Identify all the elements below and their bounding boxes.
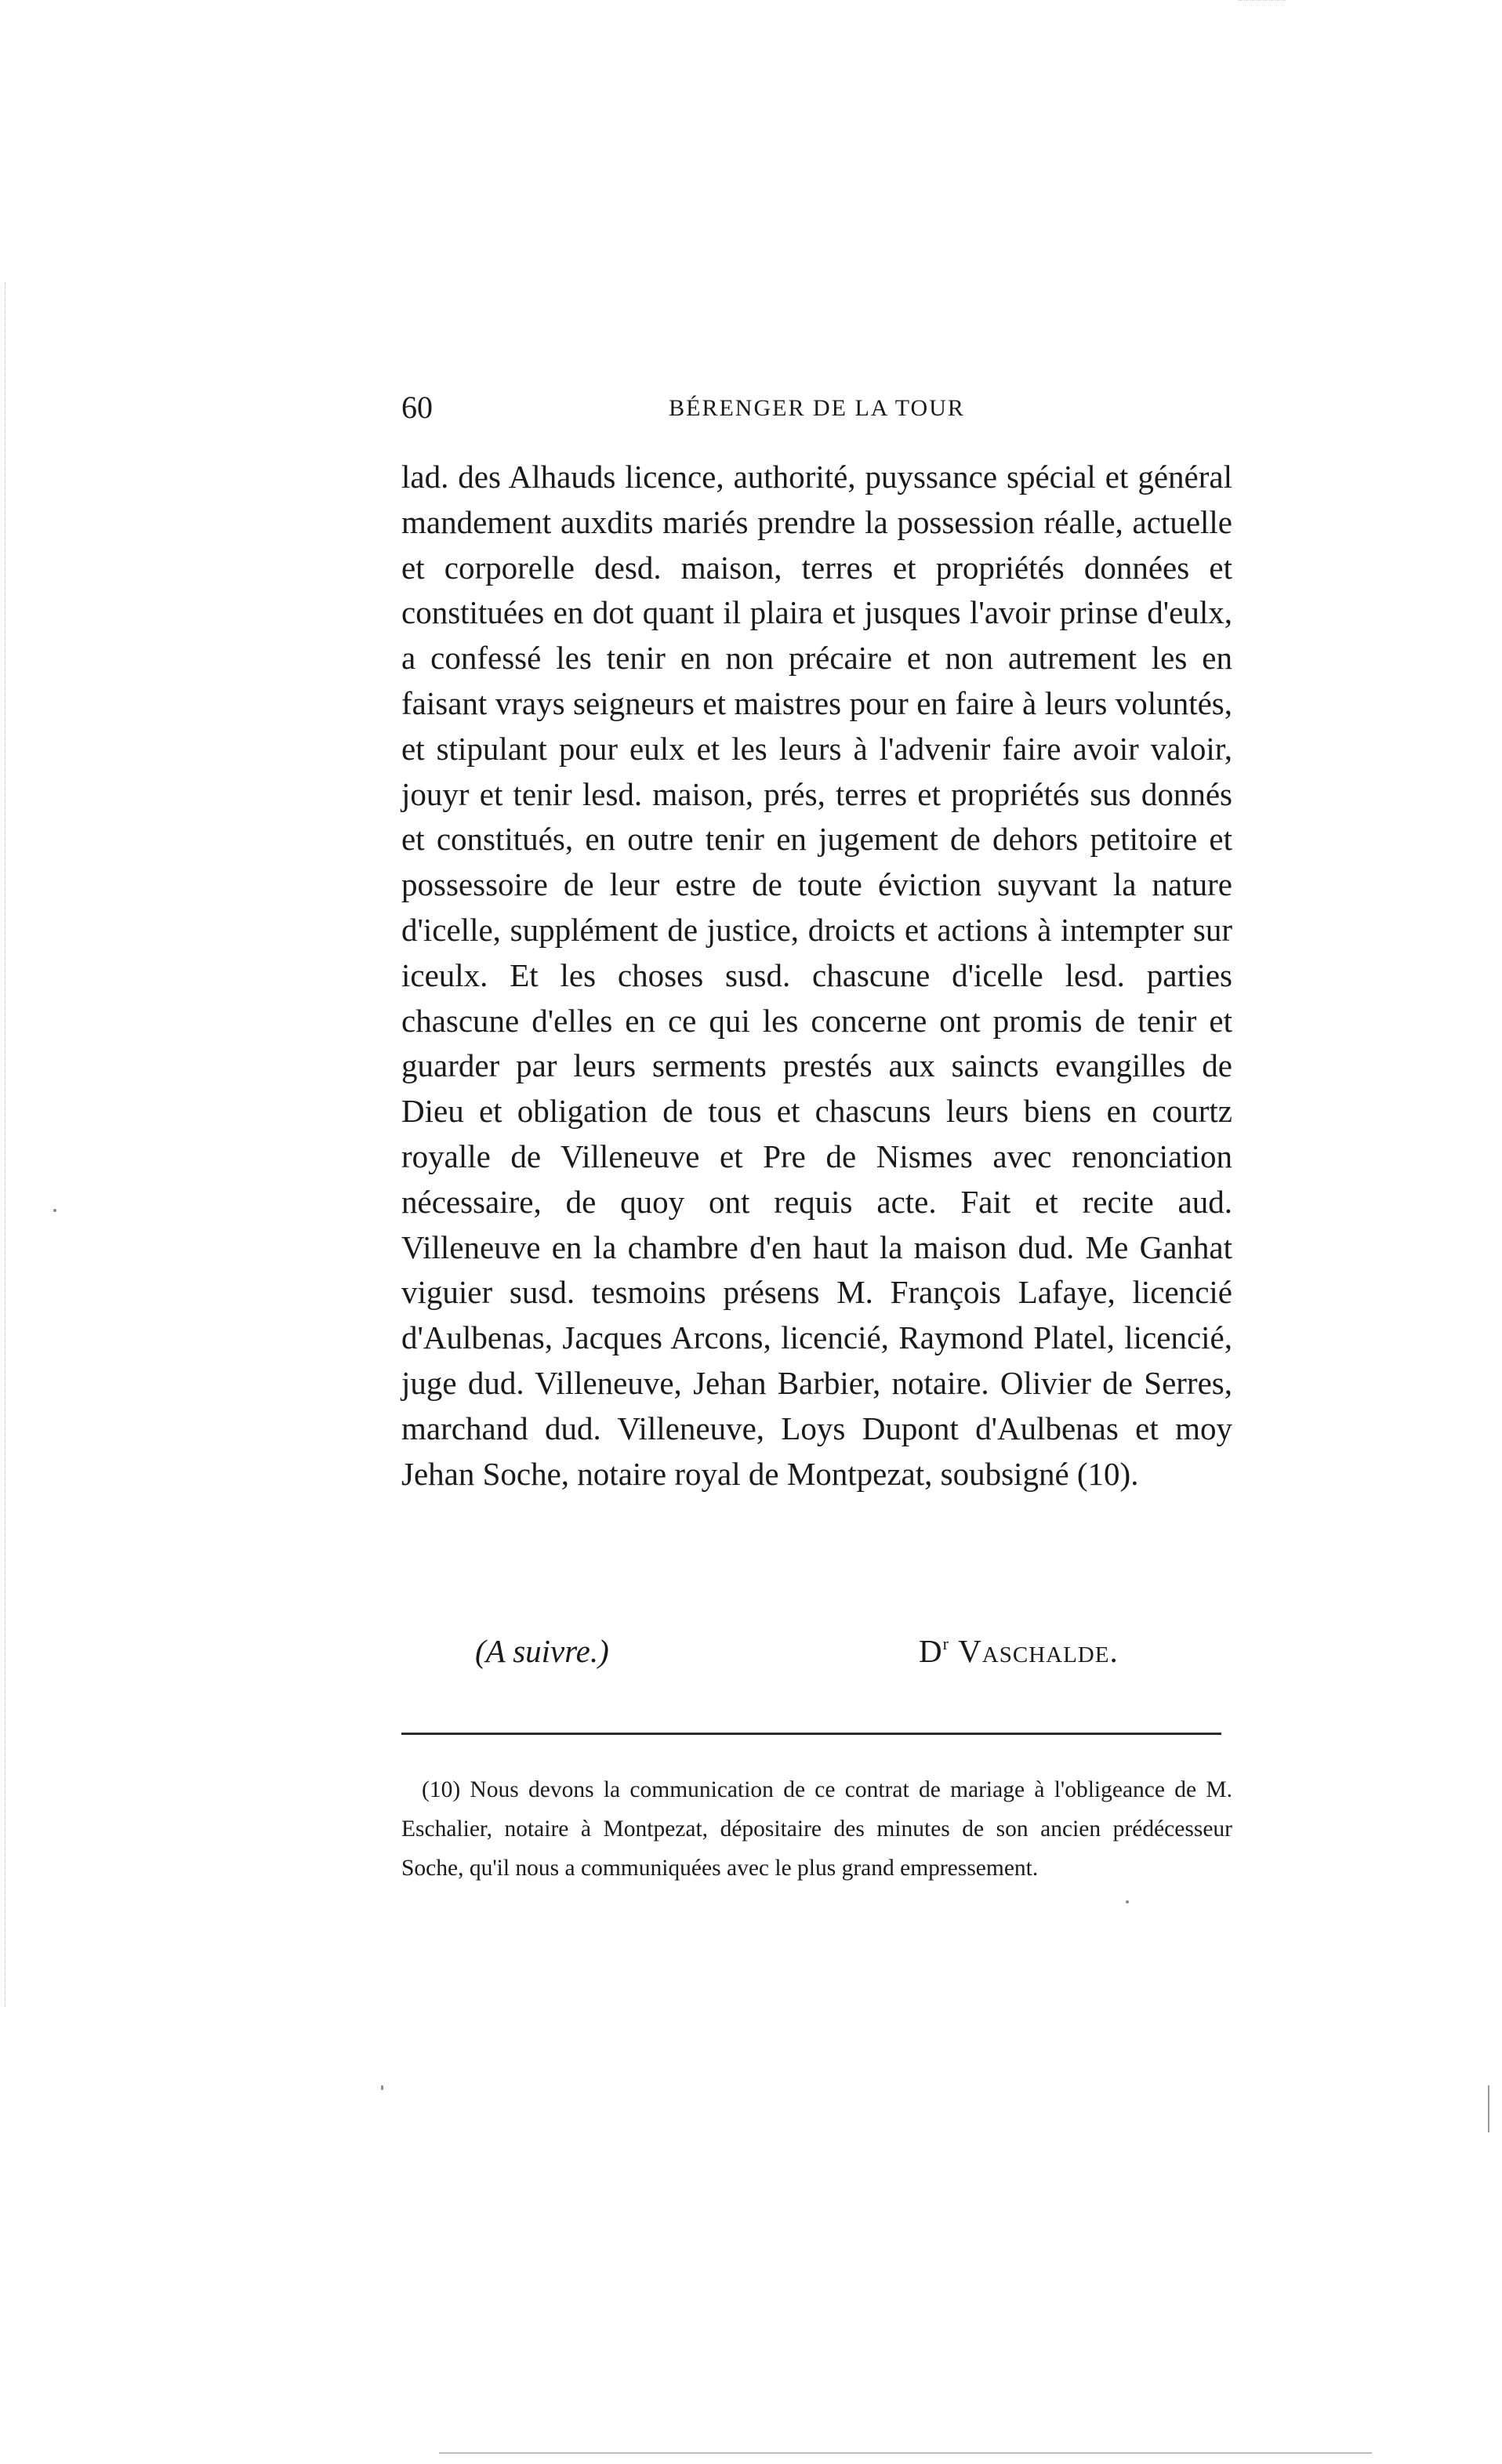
author-prefix: D (919, 1633, 943, 1669)
author-signature (919, 1632, 1119, 1670)
scan-right-mark (1488, 2085, 1489, 2132)
footnote (401, 1770, 1232, 1888)
signature-line (401, 1632, 1232, 1679)
footnote-text: (10) Nous devons la communication de ce contrat de mariage à l'obligeance de M. Eschalier, notaire à Montpezat, dépositaire des minutes de son ancien prédécesseur Soche, qu'il nous a communiquées avec le plus grand empressement. (401, 1777, 1232, 1881)
page-number: 60 (401, 390, 433, 425)
scan-bottom-edge (439, 2452, 1372, 2454)
ink-speck (53, 1209, 56, 1212)
main-text (401, 455, 1232, 1497)
footnote-rule (401, 1733, 1221, 1735)
running-head: BÉRENGER DE LA TOUR (669, 395, 965, 421)
scan-left-edge (5, 282, 6, 2007)
ink-speck (1126, 1900, 1129, 1903)
ink-speck (381, 2085, 383, 2090)
author-prefix-sup: r (942, 1634, 949, 1653)
page-header (401, 389, 1232, 436)
author-name: Vaschalde. (958, 1633, 1119, 1669)
to-follow-note: (A suivre.) (475, 1633, 609, 1669)
scan-edge-marks (1239, 0, 1286, 5)
body-paragraph: lad. des Alhauds licence, authorité, puyssance spécial et général mandement auxdits mariés prendre la possession réalle, actuelle et corporelle desd. maison, terres et propriétés données et constituées en dot quant il plaira et jusques l'avoir prinse d'eulx, a confessé les tenir en non précaire et non autrement les en faisant vrays seigneurs et maistres pour en faire à leurs voluntés, et stipulant pour eulx et les leurs à l'advenir faire avoir valoir, jouyr et tenir lesd. maison, prés, terres et propriétés sus donnés et constitués, en outre tenir en jugement de dehors petitoire et possessoire de leur estre de toute éviction suyvant la nature d'icelle, supplément de justice, droicts et actions à intempter sur iceulx. Et les choses susd. chascune d'icelle lesd. parties chascune d'elles en ce qui les concerne ont promis de tenir et guarder par leurs serments prestés aux saincts evangilles de Dieu et obligation de tous et chascuns leurs biens en courtz royalle de Villeneuve et Pre de Nismes avec renonciation nécessaire, de quoy ont requis acte. Fait et recite aud. Villeneuve en la chambre d'en haut la maison dud. Me Ganhat viguier susd. tesmoins présens M. François Lafaye, licencié d'Aulbenas, Jacques Arcons, licencié, Raymond Platel, licencié, juge dud. Villeneuve, Jehan Barbier, notaire. Olivier de Serres, marchand dud. Villeneuve, Loys Dupont d'Aulbenas et moy Jehan Soche, notaire royal de Montpezat, soubsigné (10). (401, 459, 1232, 1492)
